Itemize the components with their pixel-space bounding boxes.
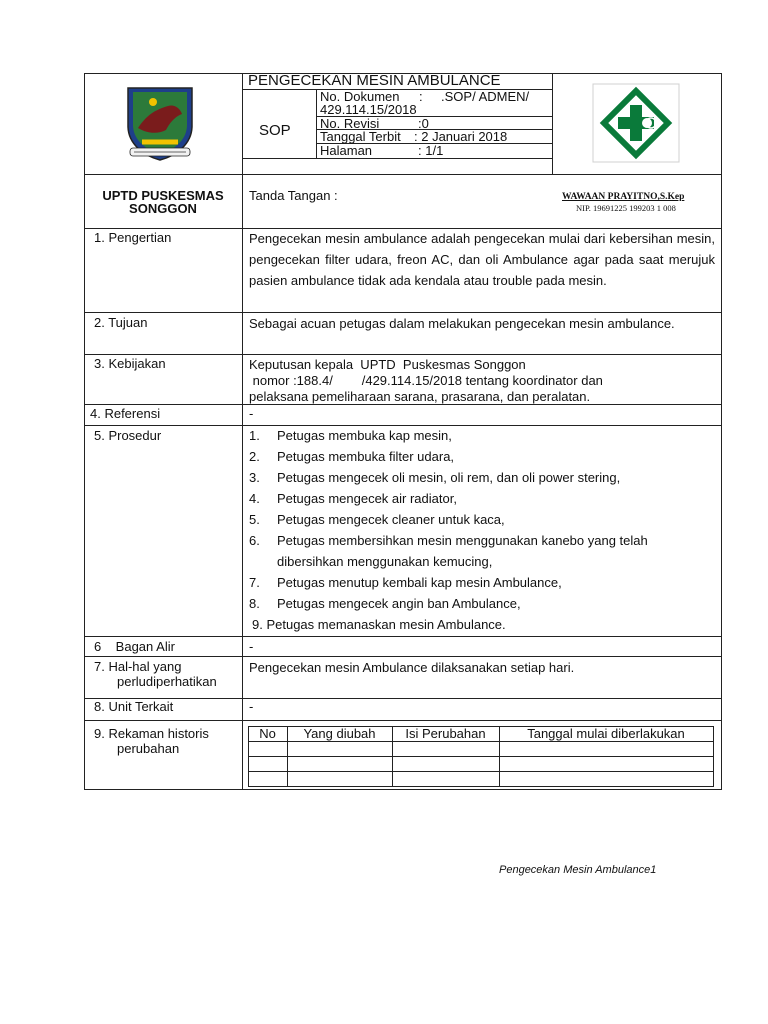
step-5-num: 5.	[249, 512, 260, 527]
header-col-right	[552, 73, 553, 174]
step-4-num: 4.	[249, 491, 260, 506]
kebijakan-line1: Keputusan kepala UPTD Puskesmas Songgon	[249, 357, 526, 372]
row-sep-referensi	[84, 425, 722, 426]
pengertian-label: 1. Pengertian	[94, 230, 172, 245]
referensi-label: 4. Referensi	[90, 406, 161, 421]
org-name-line2: SONGGON	[129, 201, 197, 216]
step-9-text: 9. Petugas memanaskan mesin Ambulance.	[252, 617, 506, 632]
row-sep-prosedur	[84, 636, 722, 637]
step-8-text: Petugas mengecek angin ban Ambulance,	[277, 596, 521, 611]
unit-terkait-value: -	[249, 699, 254, 714]
step-3-text: Petugas mengecek oli mesin, oli rem, dan oli power stering,	[277, 470, 621, 485]
frame-bottom	[84, 789, 722, 790]
column-divider	[242, 73, 243, 790]
step-7-text: Petugas menutup kembali kap mesin Ambulance,	[277, 575, 562, 590]
step-2-num: 2.	[249, 449, 260, 464]
step-8-num: 8.	[249, 596, 260, 611]
step-7-num: 7.	[249, 575, 260, 590]
history-header-no: No	[259, 726, 276, 741]
hal-label-line2: perludiperhatikan	[117, 674, 217, 689]
doc-number-colon: :	[419, 89, 423, 104]
doc-number-cont: 429.114.15/2018	[320, 102, 417, 117]
signature-label: Tanda Tangan :	[249, 188, 338, 203]
step-6-text: Petugas membersihkan mesin menggunakan kanebo yang telah	[277, 533, 648, 548]
sop-divider	[316, 89, 317, 158]
signer-nip: NIP. 19691225 199203 1 008	[576, 203, 676, 213]
doc-number-value: .SOP/ ADMEN/	[441, 89, 530, 104]
document-title: PENGECEKAN MESIN AMBULANCE	[248, 72, 501, 89]
kebijakan-line2: nomor :188.4/ /429.114.15/2018 tentang koordinator dan	[249, 373, 603, 388]
hal-label-line1: 7. Hal-hal yang	[94, 659, 182, 674]
issue-date-label: Tanggal Terbit	[320, 129, 401, 144]
history-border-bottom	[248, 786, 714, 787]
history-row-line-3	[248, 771, 714, 772]
regency-emblem-logo	[120, 82, 200, 162]
sop-label: SOP	[259, 122, 291, 139]
row-sep-tujuan	[84, 354, 722, 355]
page-footer: Pengecekan Mesin Ambulance1	[499, 864, 657, 876]
step-2-text: Petugas membuka filter udara,	[277, 449, 455, 464]
step-5-text: Petugas mengecek cleaner untuk kaca,	[277, 512, 505, 527]
page-label: Halaman	[320, 143, 373, 158]
step-6-num: 6.	[249, 533, 260, 548]
tujuan-label: 2. Tujuan	[94, 315, 148, 330]
step-6-cont: dibersihkan menggunakan kemucing,	[277, 554, 493, 569]
signer-name: WAWAAN PRAYITNO,S.Kep	[562, 192, 685, 202]
referensi-value: -	[249, 406, 254, 421]
issue-date-value: : 2 Januari 2018	[414, 129, 508, 144]
hal-value: Pengecekan mesin Ambulance dilaksanakan setiap hari.	[249, 660, 575, 675]
frame-right	[721, 73, 722, 790]
page-value: : 1/1	[418, 143, 444, 158]
step-4-text: Petugas mengecek air radiator,	[277, 491, 457, 506]
tujuan-text: Sebagai acuan petugas dalam melakukan pengecekan mesin ambulance.	[249, 316, 675, 331]
row-sep-unit	[84, 720, 722, 721]
rekaman-label-line2: perubahan	[117, 741, 180, 756]
frame-left	[84, 73, 85, 790]
history-header-isi-perubahan: Isi Perubahan	[405, 726, 486, 741]
pengertian-text: Pengecekan mesin ambulance adalah pengecekan mulai dari kebersihan mesin, pengecekan filter udara, freon AC, dan oli Ambulance agar pada saat merujuk pasien ambulance tidak ada kendala atau trouble pada mesin.	[249, 231, 715, 288]
step-1-text: Petugas membuka kap mesin,	[277, 428, 452, 443]
prosedur-label: 5. Prosedur	[94, 428, 162, 443]
revision-label: No. Revisi	[320, 116, 380, 131]
org-name-line1: UPTD PUSKESMAS	[102, 188, 224, 203]
kebijakan-line3: pelaksana pemeliharaan sarana, prasarana, dan peralatan.	[249, 389, 591, 404]
kebijakan-label: 3. Kebijakan	[94, 356, 166, 371]
bagan-alir-value: -	[249, 639, 254, 654]
bagan-alir-label: 6 Bagan Alir	[94, 639, 175, 654]
header-bottom	[84, 174, 722, 175]
step-3-num: 3.	[249, 470, 260, 485]
history-row-line-2	[248, 756, 714, 757]
history-header-yang-diubah: Yang diubah	[303, 726, 376, 741]
step-1-num: 1.	[249, 428, 260, 443]
puskesmas-logo	[592, 83, 680, 163]
header-mid-line	[242, 158, 552, 159]
history-col-right	[713, 726, 714, 787]
history-header-tanggal: Tanggal mulai diberlakukan	[527, 726, 685, 741]
row-sep-bagan	[84, 656, 722, 657]
doc-number-label: No. Dokumen	[320, 89, 400, 104]
row-sep-hal	[84, 698, 722, 699]
rekaman-label-line1: 9. Rekaman historis	[94, 726, 209, 741]
unit-terkait-label: 8. Unit Terkait	[94, 699, 174, 714]
revision-value: :0	[418, 116, 429, 131]
